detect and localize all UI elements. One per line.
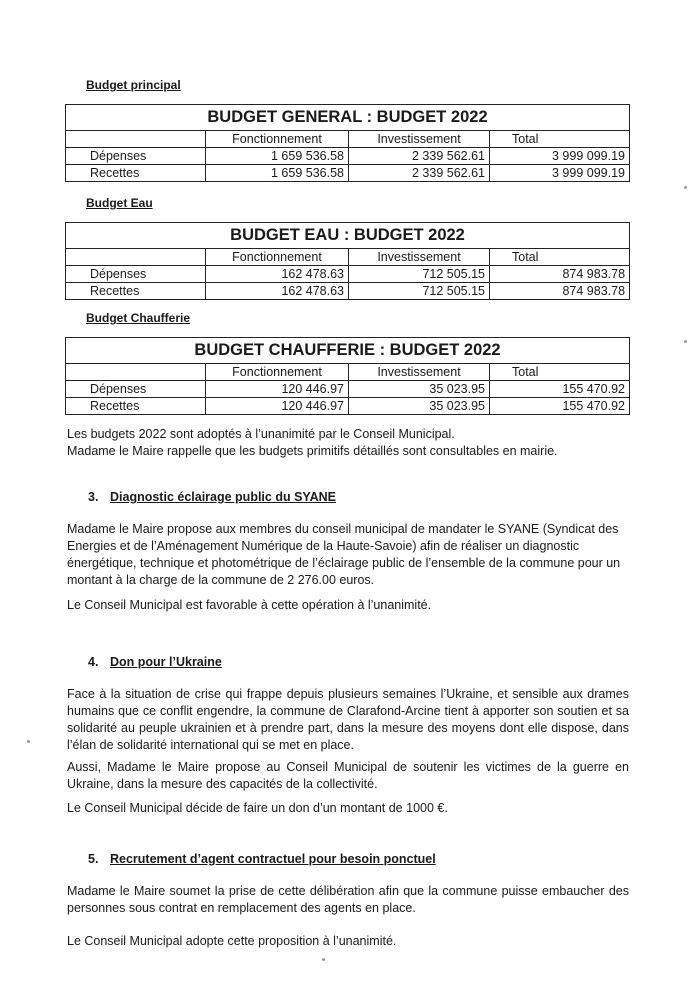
header-empty-cell — [66, 249, 206, 266]
cell-investissement: 35 023.95 — [349, 398, 490, 415]
header-investissement: Investissement — [349, 131, 490, 148]
header-fonctionnement: Fonctionnement — [206, 364, 349, 381]
header-fonctionnement: Fonctionnement — [206, 249, 349, 266]
item-number: 5. — [88, 852, 99, 866]
table-row — [66, 148, 630, 165]
row-label: Dépenses — [66, 266, 206, 283]
cell-investissement: 2 339 562.61 — [349, 165, 490, 182]
table-row — [66, 165, 630, 182]
item-3-decision: Le Conseil Municipal est favorable à cette opération à l’unanimité. — [67, 598, 432, 612]
cell-total: 3 999 099.19 — [490, 165, 630, 182]
cell-fonctionnement: 1 659 536.58 — [206, 165, 349, 182]
table-title: BUDGET GENERAL : BUDGET 2022 — [66, 105, 630, 131]
item-4-paragraph: Face à la situation de crise qui frappe depuis plusieurs semaines l’Ukraine, et sensible aux drames humains que ce conflit engendre, la commune de Clarafond-Arcine tient à apporter son soutien et sa solidarité au peuple ukrainien et à prendre part, dans la mesure des moyens dont elle dispose, dans l’élan de solidarité international qui se met en place. — [67, 687, 629, 752]
section-label-budget-eau: Budget Eau — [86, 196, 153, 210]
table-row — [66, 266, 630, 283]
table-header-row — [66, 249, 630, 266]
item-title: Don pour l’Ukraine — [110, 655, 222, 669]
header-empty-cell — [66, 364, 206, 381]
budget-general-table — [65, 104, 630, 182]
item-4-proposal: Aussi, Madame le Maire propose au Conseil Municipal de soutenir les victimes de la guerre en Ukraine, dans la mesure des capacités de la collectivité. — [67, 760, 629, 791]
cell-total: 874 983.78 — [490, 266, 630, 283]
item-number: 3. — [88, 490, 99, 504]
scan-speck — [322, 958, 325, 961]
cell-investissement: 712 505.15 — [349, 266, 490, 283]
cell-fonctionnement: 120 446.97 — [206, 398, 349, 415]
table-header-row — [66, 364, 630, 381]
table-header-row — [66, 131, 630, 148]
budget-chaufferie-table — [65, 337, 630, 415]
budget-adoption-text: Les budgets 2022 sont adoptés à l’unanimité par le Conseil Municipal. — [67, 427, 455, 441]
section-label-budget-principal: Budget principal — [86, 78, 181, 92]
item-4-heading — [88, 655, 222, 669]
cell-fonctionnement: 120 446.97 — [206, 381, 349, 398]
budget-consultation-text: Madame le Maire rappelle que les budgets primitifs détaillés sont consultables en mairie. — [67, 444, 558, 458]
header-fonctionnement: Fonctionnement — [206, 131, 349, 148]
item-title: Diagnostic éclairage public du SYANE — [110, 490, 336, 504]
cell-total: 155 470.92 — [490, 398, 630, 415]
row-label: Recettes — [66, 165, 206, 182]
section-label-budget-chaufferie: Budget Chaufferie — [86, 311, 191, 325]
cell-investissement: 2 339 562.61 — [349, 148, 490, 165]
table-row — [66, 398, 630, 415]
item-3-paragraph: Madame le Maire propose aux membres du conseil municipal de mandater le SYANE (Syndicat des Energies et de l’Aménagement Numérique de la Haute-Savoie) afin de réaliser un diagnostic énergétique, technique et photométrique de l’éclairage public de l’ensemble de la commune pour un montant à la charge de la commune de 2 276.00 euros. — [67, 522, 621, 587]
cell-total: 3 999 099.19 — [490, 148, 630, 165]
row-label: Dépenses — [66, 148, 206, 165]
header-investissement: Investissement — [349, 249, 490, 266]
header-empty-cell — [66, 131, 206, 148]
row-label: Recettes — [66, 398, 206, 415]
cell-total: 155 470.92 — [490, 381, 630, 398]
item-5-paragraph: Madame le Maire soumet la prise de cette délibération afin que la commune puisse embaucher des personnes sous contrat en remplacement des agents en place. — [67, 884, 629, 915]
scan-speck — [27, 740, 30, 743]
item-5-decision: Le Conseil Municipal adopte cette proposition à l’unanimité. — [67, 934, 397, 948]
cell-fonctionnement: 162 478.63 — [206, 283, 349, 300]
item-3-heading — [88, 490, 336, 504]
cell-investissement: 712 505.15 — [349, 283, 490, 300]
item-title: Recrutement d’agent contractuel pour besoin ponctuel — [110, 852, 436, 866]
table-row — [66, 283, 630, 300]
row-label: Dépenses — [66, 381, 206, 398]
header-total: Total — [490, 131, 630, 148]
scan-speck — [684, 186, 687, 189]
table-title: BUDGET CHAUFFERIE : BUDGET 2022 — [66, 338, 630, 364]
header-total: Total — [490, 364, 630, 381]
table-title: BUDGET EAU : BUDGET 2022 — [66, 223, 630, 249]
header-investissement: Investissement — [349, 364, 490, 381]
cell-total: 874 983.78 — [490, 283, 630, 300]
header-total: Total — [490, 249, 630, 266]
row-label: Recettes — [66, 283, 206, 300]
cell-investissement: 35 023.95 — [349, 381, 490, 398]
item-number: 4. — [88, 655, 99, 669]
scan-speck — [684, 340, 687, 343]
cell-fonctionnement: 1 659 536.58 — [206, 148, 349, 165]
item-5-heading — [88, 852, 436, 866]
table-row — [66, 381, 630, 398]
budget-eau-table — [65, 222, 630, 300]
item-4-decision: Le Conseil Municipal décide de faire un don d’un montant de 1000 €. — [67, 801, 448, 815]
cell-fonctionnement: 162 478.63 — [206, 266, 349, 283]
